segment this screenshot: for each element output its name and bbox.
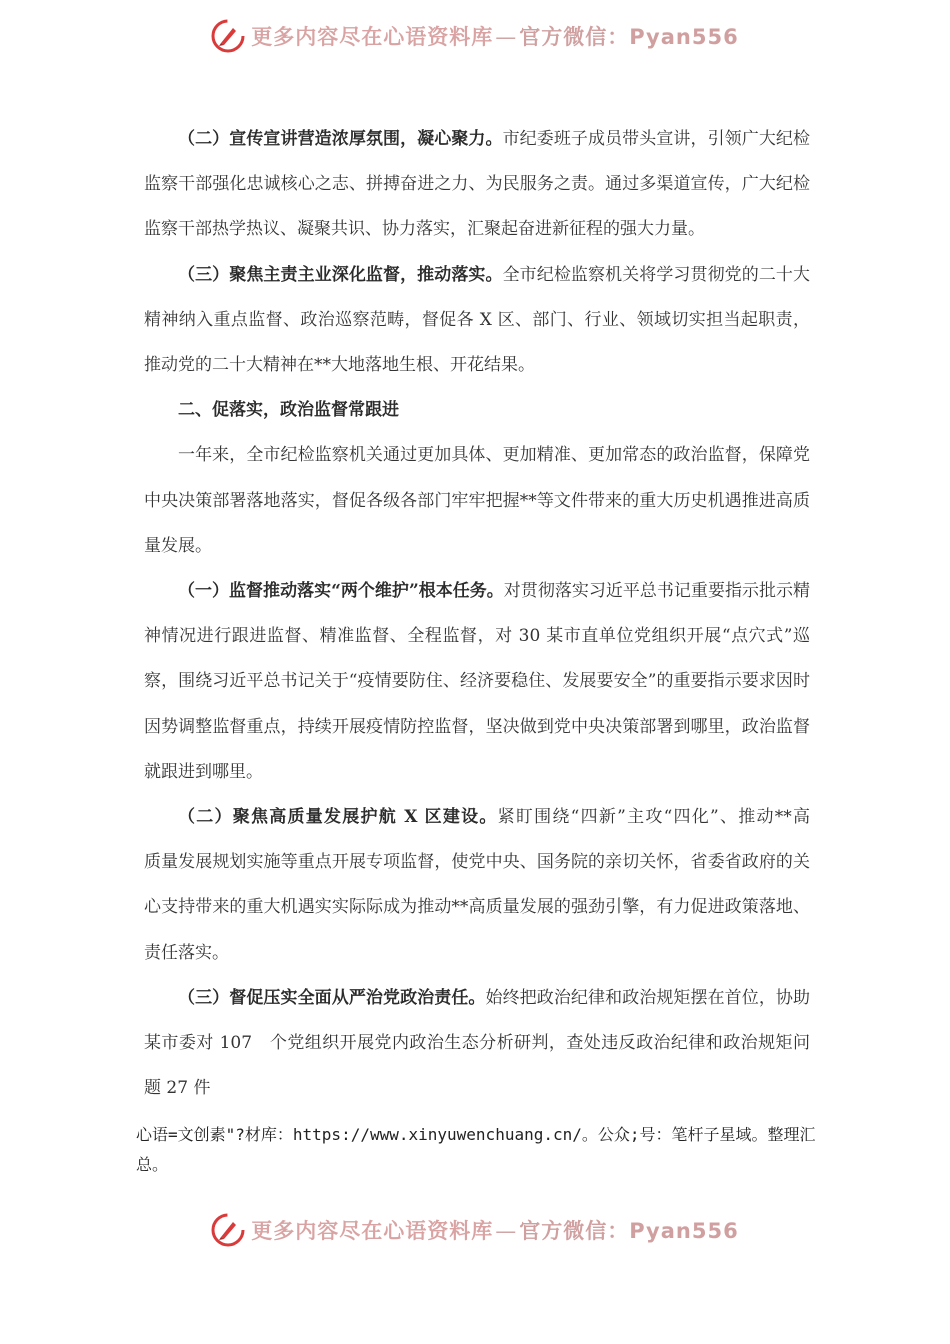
- footer-separator: —: [495, 1219, 518, 1243]
- paragraph-focus-supervision: [144, 253, 810, 389]
- header-banner-text: [251, 21, 738, 51]
- paragraph-lead: （三）聚焦主责主业深化监督，推动落实。: [178, 264, 503, 285]
- paragraph-propaganda: [144, 117, 810, 253]
- paragraph-high-quality-development: [144, 795, 845, 976]
- footer-wechat-text: 官方微信：Pyan556: [519, 1219, 739, 1243]
- header-separator: —: [495, 25, 518, 49]
- document-body: [144, 117, 845, 1111]
- paragraph-text: 全市纪检监察机关将学习贯彻党的二十大精神纳入重点监督、政治巡察范畴，督促各 X 区、部门、行业、领域切实担当起职责，推动党的二十大精神在**大地落地生根、开花结果。: [144, 264, 811, 376]
- paragraph-intro: [144, 433, 810, 569]
- paragraph-lead: （三）督促压实全面从严治党政治责任。: [178, 987, 486, 1008]
- paragraph-text: 市纪委班子成员带头宣讲，引领广大纪检监察干部强化忠诚核心之志、拼搏奋进之力、为民服务之责。通过多渠道宣传，广大纪检监察干部热学热议、凝聚共识、协力落实，汇聚起奋进新征程的强大力量。: [144, 129, 811, 240]
- paragraph-text: 对贯彻落实习近平总书记重要指示批示精神情况进行跟进监督、精准监督、全程监督，对 30 某市直单位党组织开展“点穴式”巡察，围绕习近平总书记关于“疫情要防住、经济要稳住、发展要安全”的重要指示要求因时因势调整监督重点，持续开展疫情防控监督，坚决做到党中央决策部署到哪里，政治监督就跟进到哪里。: [144, 581, 810, 782]
- paragraph-text: 始终把政治纪律和政治规矩摆在首位，协助 某市委对 107 个党组织开展党内政治生态分析研判，查处违反政治纪律和政治规矩问题 27 件: [144, 987, 810, 1099]
- paragraph-two-safeguards: [144, 569, 810, 795]
- paragraph-text: 一年来，全市纪检监察机关通过更加具体、更加精准、更加常态的政治监督，保障党中央决策部署落地落实，督促各级各部门牢牢把握**等文件带来的重大历史机遇推进高质量发展。: [144, 445, 810, 556]
- paragraph-party-responsibility: [144, 976, 810, 1112]
- paragraph-lead: （一）监督推动落实“两个维护”根本任务。: [178, 581, 504, 602]
- footer-banner: [0, 1210, 950, 1250]
- footer-banner-text: [251, 1215, 738, 1245]
- header-wechat-text: 官方微信：Pyan556: [519, 25, 739, 49]
- paragraph-text: 紧盯围绕“四新”主攻“四化”、推动**高 质量发展规划实施等重点开展专项监督，使党中央、国务院的亲切关怀，省委省政府的关心支持带来的重大机遇实实际际成为推动**高质量发展的强劲引擎，有力促进政策落地、责任落实。: [144, 807, 845, 963]
- header-brand-text: 更多内容尽在心语资料库: [251, 25, 494, 49]
- header-banner: [0, 16, 950, 56]
- source-note: 心语=文创素"?材库：https://www.xinyuwenchuang.cn/。公众;号：笔杆子星域。整理汇总。: [136, 1125, 816, 1174]
- footer-brand-text: 更多内容尽在心语资料库: [251, 1219, 494, 1243]
- paragraph-lead: （二）宣传宣讲营造浓厚氛围，凝心聚力。: [178, 129, 503, 149]
- brand-logo-icon: [211, 19, 245, 53]
- paragraph-lead: （二）聚焦高质量发展护航 X 区建设。: [178, 807, 498, 828]
- section-heading: 二、促落实，政治监督常跟进: [178, 400, 399, 421]
- brand-logo-icon: [211, 1213, 245, 1247]
